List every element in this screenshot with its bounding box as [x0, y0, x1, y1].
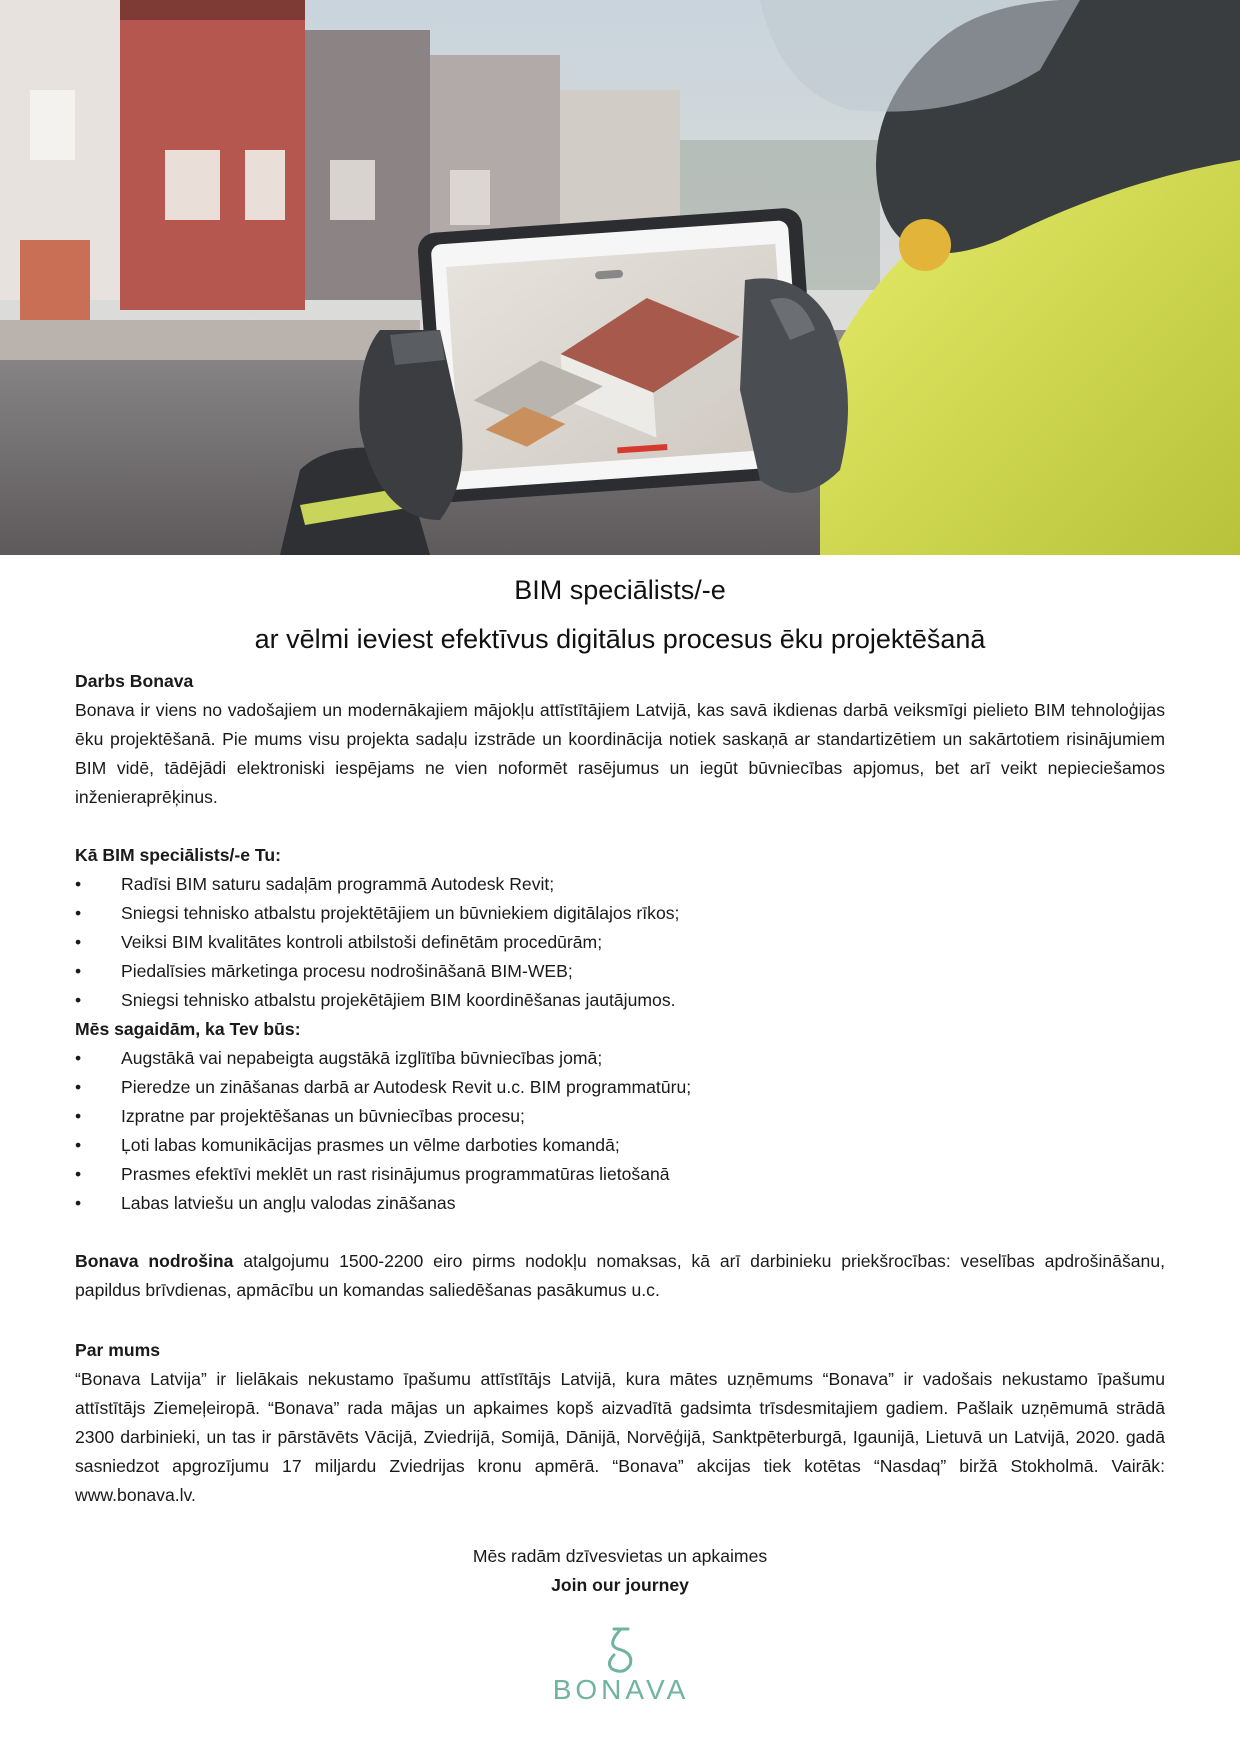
intro-section: [75, 667, 1165, 812]
job-subtitle: ar vēlmi ieviest efektīvus digitālus procesus ēku projektēšanā: [254, 624, 986, 654]
list-item: • Veiksi BIM kvalitātes kontroli atbilstoši definētām procedūrām;: [75, 928, 1165, 957]
bullet: •: [75, 961, 82, 981]
bonava-logo: [536, 1625, 706, 1705]
duties-section: [75, 841, 1165, 1218]
list-item: • Izpratne par projektēšanas un būvniecības procesu;: [75, 1102, 1165, 1131]
list-item: • Pieredze un zināšanas darbā ar Autodesk Revit u.c. BIM programmatūru;: [75, 1073, 1165, 1102]
job-title: BIM speciālists/-e: [514, 575, 726, 605]
duties-heading: Kā BIM speciālists/-e Tu:: [75, 845, 281, 865]
logo-wordmark: BONAVA: [552, 1674, 690, 1705]
bullet: •: [75, 1106, 82, 1126]
list-item: • Ļoti labas komunikācijas prasmes un vēlme darboties komandā;: [75, 1131, 1165, 1160]
list-item: • Radīsi BIM saturu sadaļām programmā Autodesk Revit;: [75, 870, 1165, 899]
list-item: • Sniegsi tehnisko atbalstu projekētājiem BIM koordinēšanas jautājumos.: [75, 986, 1165, 1015]
list-item: • Prasmes efektīvi meklēt un rast risinājumus programmatūras lietošanā: [75, 1160, 1165, 1189]
bullet: •: [75, 1135, 82, 1155]
bullet: •: [75, 932, 82, 952]
about-heading: Par mums: [75, 1340, 161, 1360]
requirements-heading: Mēs sagaidām, ka Tev būs:: [75, 1019, 301, 1039]
offer-text: atalgojumu 1500-2200 eiro pirms nodokļu nomaksas, kā arī darbinieku priekšrocības: veselības apdrošināšanu, papildus brīvdienas, apmācību un komandas saliedēšanas pasākumus u.c.: [75, 1251, 1165, 1300]
bullet: •: [75, 1164, 82, 1184]
intro-heading: Darbs Bonava: [75, 671, 194, 691]
list-item: • Labas latviešu un angļu valodas zināšanas: [75, 1189, 1165, 1218]
hero-photo: [0, 0, 1240, 555]
list-item: • Sniegsi tehnisko atbalstu projektētājiem un būvniekiem digitālajos rīkos;: [75, 899, 1165, 928]
about-section: [75, 1336, 1165, 1510]
intro-text: Bonava ir viens no vadošajiem un modernākajiem mājokļu attīstītājiem Latvijā, kas savā ikdienas darbā veiksmīgi pielieto BIM tehnoloģijas ēku projektēšanā. Pie mums visu projekta sadaļu izstrāde un koordinācija notiek saskaņā ar standartizētiem un sakārtotiem risinājumiem BIM vidē, tādējādi elektroniski iespējams ne vien noformēt rasējumus un iegūt būvniecības apjomus, bet arī veikt nepieciešamos inženieraprēķinus.: [75, 700, 1165, 807]
offer-section: [75, 1247, 1165, 1305]
slogan: Join our journey: [551, 1575, 689, 1595]
list-item: • Piedalīsies mārketinga procesu nodrošināšanā BIM-WEB;: [75, 957, 1165, 986]
list-item: • Augstākā vai nepabeigta augstākā izglītība būvniecības jomā;: [75, 1044, 1165, 1073]
bullet: •: [75, 1193, 82, 1213]
bonava-logo-mark: [536, 1625, 706, 1705]
bullet: •: [75, 903, 82, 923]
about-text: “Bonava Latvija” ir lielākais nekustamo īpašumu attīstītājs Latvijā, kura mātes uzņēmums “Bonava” ir vadošais nekustamo īpašumu attīstītājs Ziemeļeiropā. “Bonava” rada mājas un apkaimes kopš aizvadītā gadsimta trīsdesmitajiem gadiem. Pašlaik uzņēmumā strādā 2300 darbinieki, un tas ir pārstāvēts Vācijā, Zviedrijā, Somijā, Dānijā, Norvēģijā, Sanktpēterburgā, Igaunijā, Lietuvā un Latvijā, 2020. gadā sasniedzot apgrozījumu 17 miljardu Zviedrijas kronu apmērā. “Bonava” akcijas tiek kotētas “Nasdaq” biržā Stokholmā. Vairāk: www.bonava.lv.: [75, 1369, 1165, 1505]
bullet: •: [75, 1048, 82, 1068]
offer-bold: Bonava nodrošina: [75, 1251, 234, 1271]
bullet: •: [75, 990, 82, 1010]
bullet: •: [75, 1077, 82, 1097]
bullet: •: [75, 874, 82, 894]
tagline: Mēs radām dzīvesvietas un apkaimes: [472, 1546, 768, 1566]
